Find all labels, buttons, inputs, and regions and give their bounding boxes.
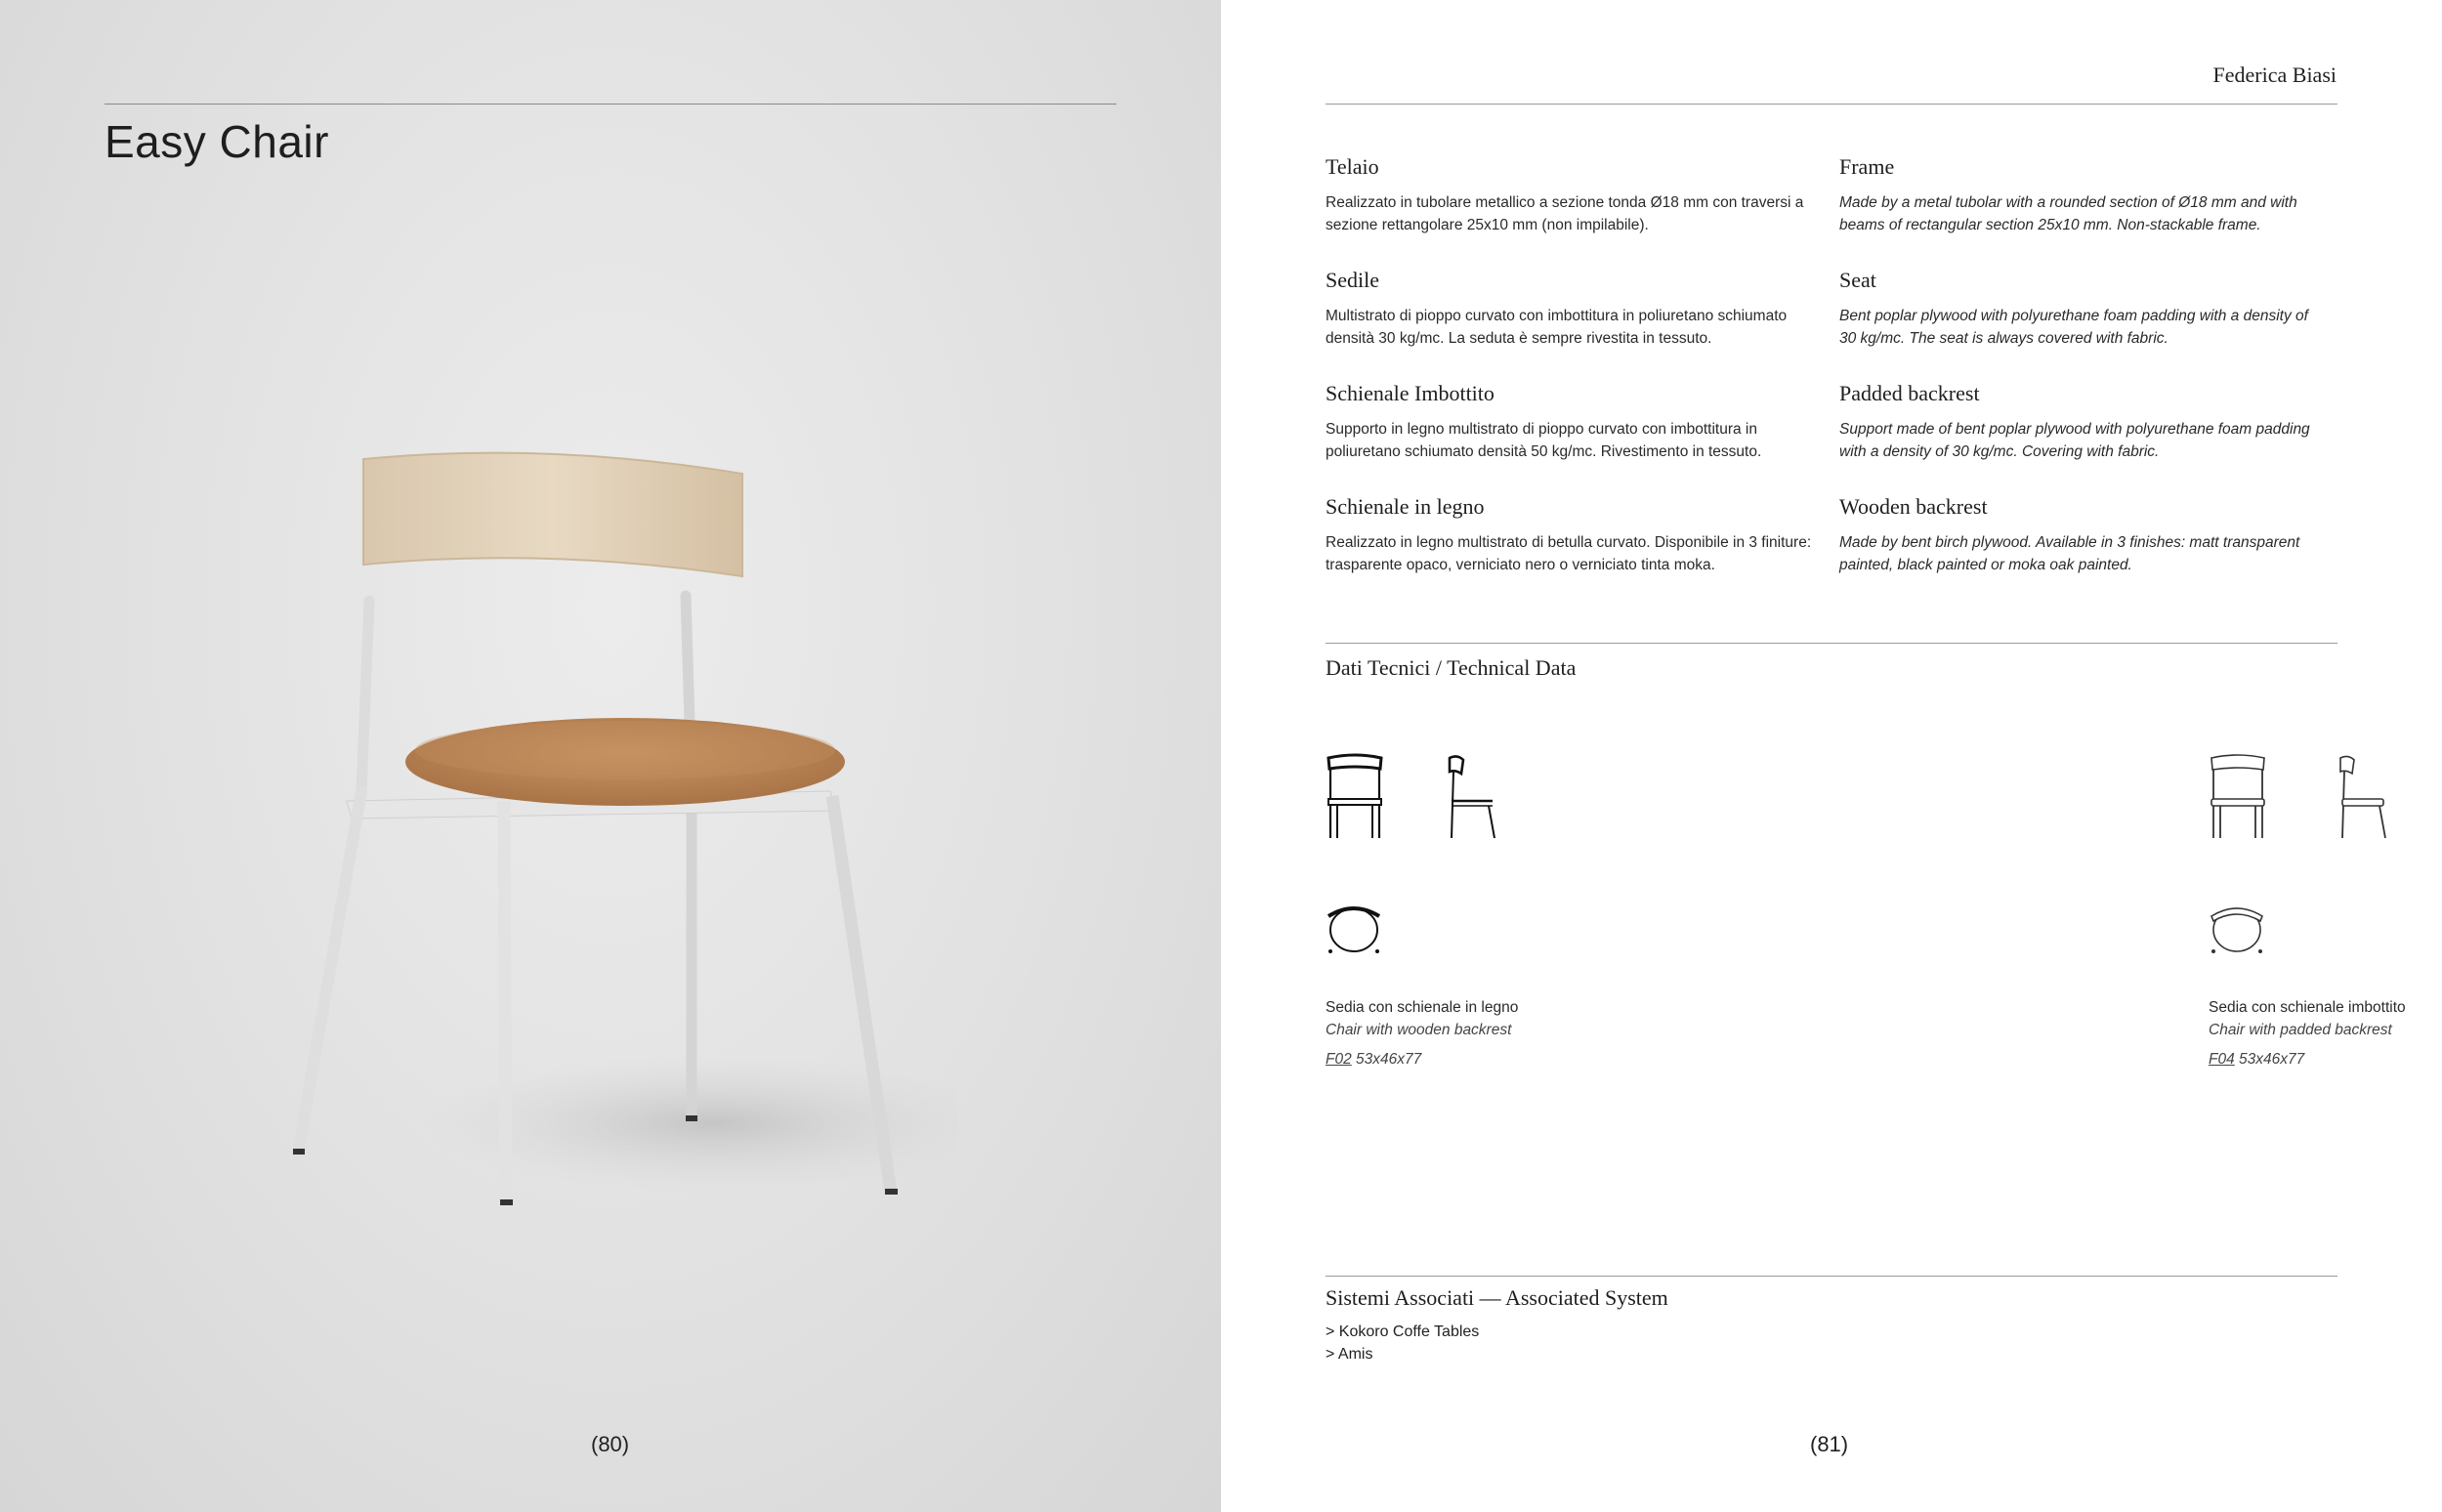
associated-list <box>1326 1321 1479 1365</box>
padded-chair-side-view-icon <box>2335 752 2393 840</box>
product-code: F04 <box>2209 1051 2235 1068</box>
spec-text: Realizzato in tubolare metallico a sezione tonda Ø18 mm con traversi a sezione rettangolare 25x10 mm (non impilabile). <box>1326 194 1804 233</box>
designer-name: Federica Biasi <box>2212 63 2337 87</box>
spec-seat-en <box>1839 268 2328 350</box>
spec-text: Supporto in legno multistrato di pioppo curvato con imbottitura in poliuretano schiumato densità 50 kg/mc. Rivestimento in tessuto. <box>1326 421 1762 460</box>
product-code: F02 <box>1326 1051 1352 1068</box>
top-rule <box>1326 104 2337 105</box>
spec-text: Realizzato in legno multistrato di betulla curvato. Disponibile in 3 finiture: trasparente opaco, verniciato nero o verniciato tinta moka. <box>1326 534 1812 573</box>
spec-text: Multistrato di pioppo curvato con imbottitura in poliuretano schiumato densità 30 kg/mc. La seduta è sempre rivestita in tessuto. <box>1326 308 1788 347</box>
spec-padded-en <box>1839 381 2328 463</box>
variant-padded-backrest <box>2209 996 2442 1069</box>
spec-text: Made by bent birch plywood. Available in 3 finishes: matt transparent painted, black painted or moka oak painted. <box>1839 534 2300 573</box>
associated-heading: Sistemi Associati — Associated System <box>1326 1285 1668 1310</box>
associated-item[interactable]: > Amis <box>1326 1346 1373 1363</box>
padded-chair-front-view-icon <box>2208 752 2268 840</box>
chair-front-view-icon <box>1325 752 1385 840</box>
spec-heading: Schienale Imbottito <box>1326 381 1495 405</box>
spec-frame-it <box>1326 154 1814 236</box>
variant-name-en: Chair with padded backrest <box>2209 1022 2392 1038</box>
product-dimensions: 53x46x77 <box>2239 1051 2305 1068</box>
top-rule <box>105 104 1116 105</box>
chair-side-view-icon <box>1444 752 1502 840</box>
right-page <box>1221 0 2442 1512</box>
spec-heading: Telaio <box>1326 154 1379 179</box>
spec-padded-it <box>1326 381 1814 463</box>
variant-wooden-backrest <box>1326 996 1570 1069</box>
spec-text: Bent poplar plywood with polyurethane foam padding with a density of 30 kg/mc. The seat is always covered with fabric. <box>1839 308 2308 347</box>
spec-heading: Sedile <box>1326 268 1379 292</box>
spec-heading: Frame <box>1839 154 1895 179</box>
spec-heading: Wooden backrest <box>1839 494 1988 519</box>
section-rule <box>1326 643 2337 644</box>
spec-heading: Schienale in legno <box>1326 494 1485 519</box>
variant-name-it: Sedia con schienale in legno <box>1326 999 1519 1016</box>
chair-top-view-icon <box>1325 899 1383 955</box>
spec-frame-en <box>1839 154 2328 236</box>
spec-seat-it <box>1326 268 1814 350</box>
spec-text: Support made of bent poplar plywood with polyurethane foam padding with a density of 30 kg/mc. Covering with fabric. <box>1839 421 2310 460</box>
associated-item[interactable]: > Kokoro Coffe Tables <box>1326 1323 1480 1340</box>
product-title: Easy Chair <box>105 116 329 167</box>
variant-code-line <box>2209 1051 2442 1069</box>
variant-name-en: Chair with wooden backrest <box>1326 1022 1512 1038</box>
variant-name-it: Sedia con schienale imbottito <box>2209 999 2406 1016</box>
spec-heading: Padded backrest <box>1839 381 1980 405</box>
page-number: (80) <box>591 1432 630 1456</box>
technical-data-heading: Dati Tecnici / Technical Data <box>1326 655 1577 680</box>
product-dimensions: 53x46x77 <box>1356 1051 1422 1068</box>
spec-wooden-it <box>1326 494 1814 576</box>
section-rule <box>1326 1276 2337 1277</box>
spec-text: Made by a metal tubolar with a rounded section of Ø18 mm and with beams of rectangular section 25x10 mm. Non-stackable frame. <box>1839 194 2297 233</box>
page-number: (81) <box>1810 1432 1849 1456</box>
variant-code-line <box>1326 1051 1570 1069</box>
padded-chair-top-view-icon <box>2208 899 2266 955</box>
chair-photo <box>254 430 957 1231</box>
spec-wooden-en <box>1839 494 2328 576</box>
spec-heading: Seat <box>1839 268 1876 292</box>
